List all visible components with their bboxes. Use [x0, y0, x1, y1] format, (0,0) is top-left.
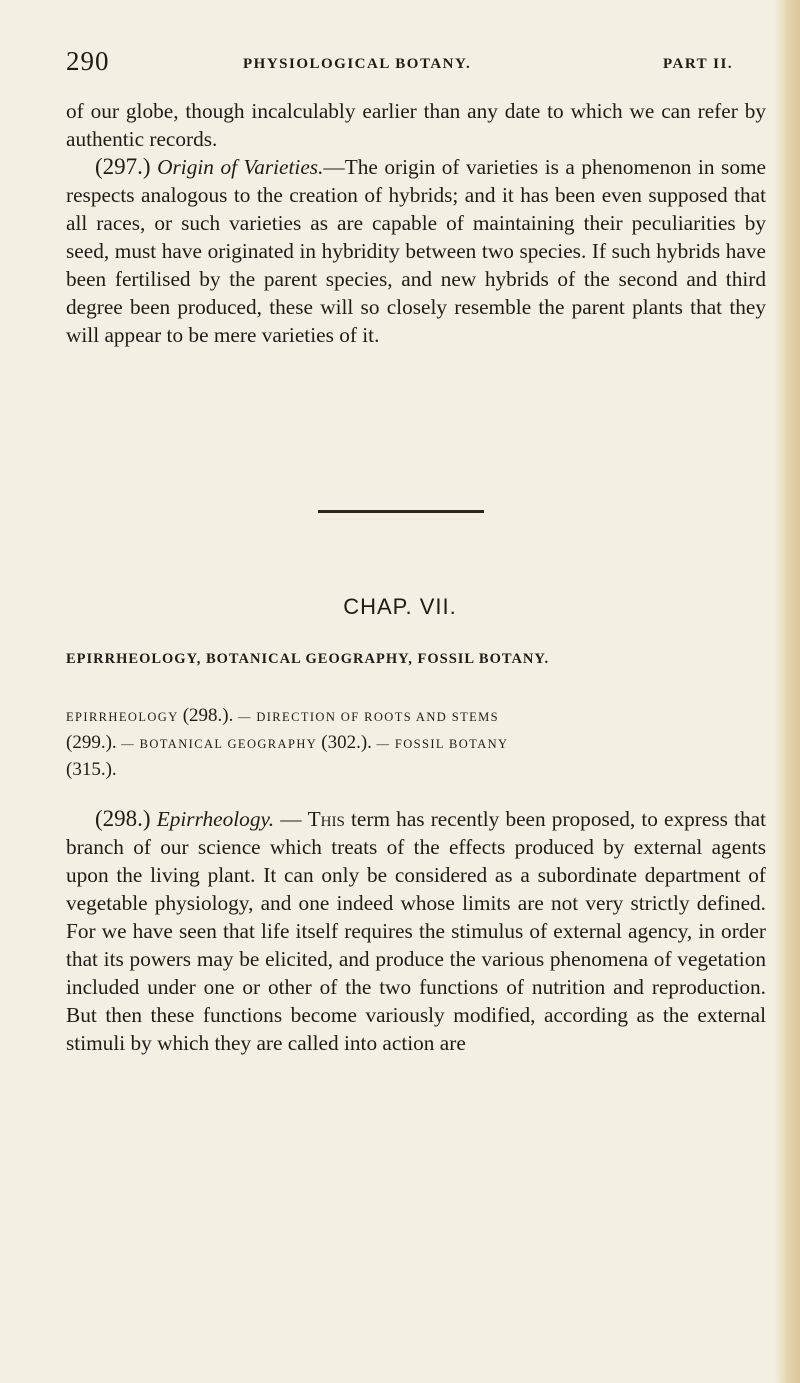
contents-entry: — DIRECTION OF ROOTS AND STEMS	[237, 710, 500, 724]
contents-entry: — FOSSIL BOTANY	[376, 737, 509, 751]
contents-ref: (315.).	[66, 759, 117, 780]
section-number: (297.)	[95, 154, 151, 179]
section-heading: Epirrheology.	[156, 807, 275, 831]
contents-entry: EPIRRHEOLOGY	[66, 710, 179, 724]
paragraph-intro: of our globe, though incalculably earlier than any date to which we can refer by authentic records.	[66, 99, 766, 151]
heading-dash: —	[274, 807, 308, 831]
page-number: 290	[66, 46, 110, 76]
contents-line	[66, 730, 766, 757]
chapter-subtitle: EPIRRHEOLOGY, BOTANICAL GEOGRAPHY, FOSSIL BOTANY.	[66, 651, 550, 667]
section-number: (298.)	[95, 806, 151, 831]
contents-ref: (299.).	[66, 732, 117, 753]
contents-ref: (302.).	[321, 732, 372, 753]
lower-text	[66, 805, 766, 1057]
paragraph-298	[66, 805, 766, 1057]
section-heading: Origin of Varieties.	[157, 155, 324, 179]
lead-word: This	[307, 807, 345, 831]
contents-ref: (298.).	[182, 705, 234, 726]
contents-line	[66, 703, 766, 730]
contents-line	[66, 757, 766, 784]
chapter-title: CHAP. VII.	[343, 594, 457, 619]
running-header	[66, 46, 766, 82]
part-number: PART II.	[663, 56, 734, 72]
chapter-contents	[66, 703, 766, 784]
page-edge-shadow	[774, 0, 800, 1383]
section-text: term has recently been proposed, to express that branch of our science which treats of the effects produced by external agents upon the living plant. It can only be considered as a subordinate department of vegetable physiology, and one indeed whose limits are not very strictly defined. For we have seen that life itself requires the stimulus of external agency, in order that its powers may be elicited, and produce the various phenomena of vegetation included under one or other of the two functions of nutrition and reproduction. But then these functions become variously modified, according as the external stimuli by which they are called into action are	[66, 807, 767, 1055]
upper-text	[66, 97, 766, 349]
section-divider	[318, 510, 484, 513]
paragraph-297	[66, 153, 766, 349]
running-title: PHYSIOLOGICAL BOTANY.	[243, 56, 472, 72]
contents-entry: — BOTANICAL GEOGRAPHY	[121, 737, 317, 751]
section-text: —The origin of varieties is a phenomenon in some respects analogous to the creation of hybrids; and it has been even supposed that all races, or such varieties as are capable of maintaining their peculiarities by seed, must have originated in hybridity between two species. If such hybrids have been fertilised by the parent species, and new hybrids of the second and third degree been produced, these will so closely resemble the parent plants that they will appear to be mere varieties of it.	[66, 155, 767, 347]
